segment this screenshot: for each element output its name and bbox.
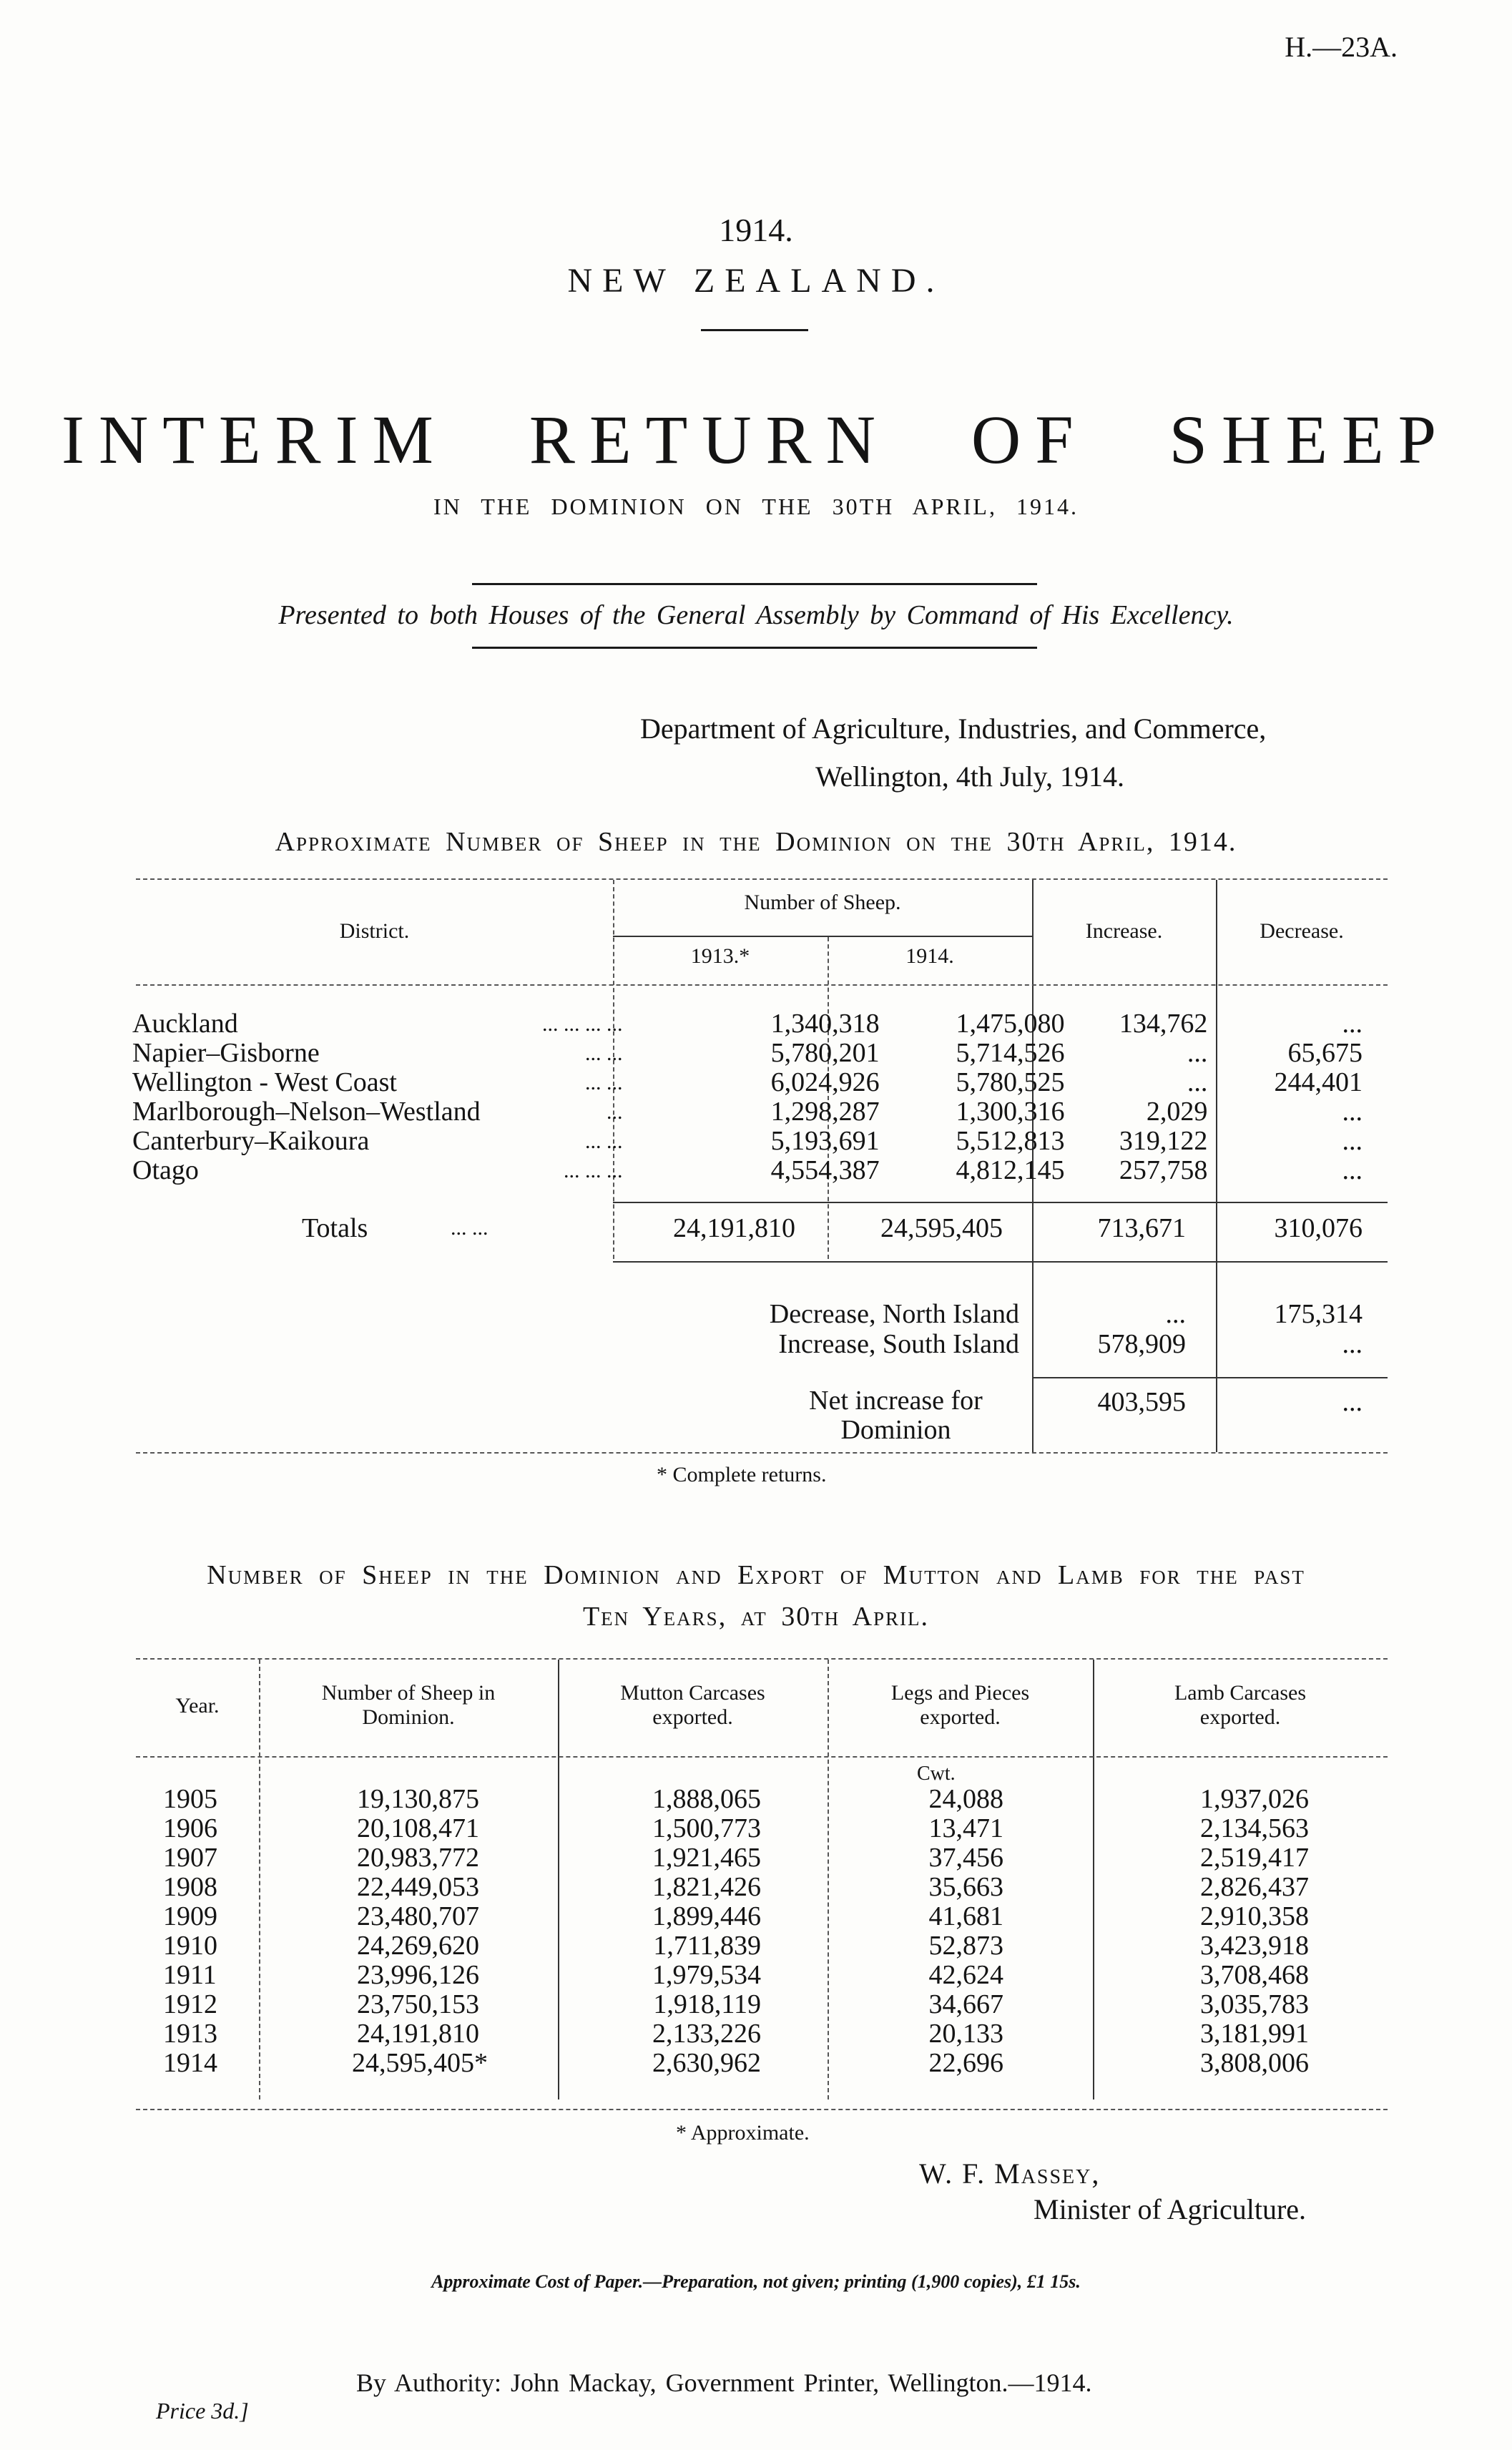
totals-increase: 713,671: [1097, 1213, 1186, 1243]
value-decrease: ...: [1342, 1126, 1363, 1156]
value-1913: 4,554,387: [770, 1155, 880, 1185]
totals-top-rule: [613, 1202, 1388, 1203]
leader-dots: ... ...: [584, 1071, 623, 1094]
year-cell: 1906: [163, 1813, 217, 1843]
table-row: [136, 1843, 1388, 1873]
lamb-cell: 1,937,026: [1200, 1784, 1309, 1814]
year-cell: 1908: [163, 1872, 217, 1902]
table-row: [136, 1931, 1388, 1961]
lamb-cell: 2,519,417: [1200, 1843, 1309, 1873]
year-cell: 1905: [163, 1784, 217, 1814]
table2-top-rule: [136, 1658, 1388, 1660]
north-island-increase: ...: [1165, 1299, 1186, 1329]
mutton-cell: 1,711,839: [653, 1931, 761, 1961]
sheep-cell: 22,449,053: [357, 1872, 479, 1902]
presented-bottom-rule: [472, 647, 1037, 649]
header-legs: [828, 1681, 1093, 1730]
header-lamb: [1093, 1681, 1388, 1730]
header-legs-line2: exported.: [920, 1705, 1001, 1729]
document-year: 1914.: [719, 212, 793, 248]
header-mutton-line2: exported.: [652, 1705, 733, 1729]
north-island-decrease: 175,314: [1274, 1299, 1363, 1329]
table2-body: [136, 1785, 1388, 2078]
value-increase: 319,122: [1119, 1126, 1208, 1156]
mutton-cell: 1,500,773: [652, 1813, 761, 1843]
totals-decrease: 310,076: [1274, 1213, 1363, 1243]
header-1913: 1913.*: [690, 944, 750, 968]
legs-cell: 41,681: [928, 1901, 1003, 1931]
header-decrease: Decrease.: [1260, 919, 1344, 943]
mutton-cell: 2,630,962: [652, 2048, 761, 2078]
district-name: Otago: [132, 1155, 199, 1185]
department-line: Department of Agriculture, Industries, and Commerce,: [640, 712, 1267, 745]
presented-top-rule: [472, 583, 1037, 585]
place-date-line: Wellington, 4th July, 1914.: [815, 760, 1124, 793]
country-heading: NEW ZEALAND.: [567, 262, 945, 300]
mutton-cell: 1,821,426: [652, 1872, 761, 1902]
totals-label: Totals: [302, 1213, 368, 1243]
totals-bottom-rule: [613, 1261, 1388, 1263]
table-row: [132, 1127, 1363, 1156]
value-1914: 5,714,526: [956, 1038, 1065, 1068]
table1-bottom-rule: [136, 1452, 1388, 1454]
mutton-cell: 1,918,119: [653, 1989, 761, 2019]
value-increase: ...: [1187, 1038, 1208, 1068]
presented-note: Presented to both Houses of the General Assembly by Command of His Excellency.: [278, 600, 1234, 630]
value-decrease: ...: [1342, 1155, 1363, 1185]
net-increase-value: 403,595: [1097, 1387, 1186, 1417]
table2-title-line2: Ten Years, at 30th April.: [582, 1602, 930, 1632]
mutton-cell: 1,888,065: [652, 1784, 761, 1814]
price-note: Price 3d.]: [156, 2398, 249, 2424]
table1-year-rule: [613, 936, 1032, 937]
district-name: Napier–Gisborne: [132, 1038, 320, 1068]
mutton-cell: 1,921,465: [652, 1843, 761, 1873]
value-1913: 1,340,318: [770, 1009, 880, 1039]
table-row: [132, 1039, 1363, 1068]
table-row: [136, 2049, 1388, 2078]
lamb-cell: 3,708,468: [1200, 1960, 1309, 1990]
value-increase: 134,762: [1119, 1009, 1208, 1039]
sheep-cell: 23,750,153: [357, 1989, 479, 2019]
header-lamb-line2: exported.: [1199, 1705, 1281, 1729]
lamb-cell: 2,826,437: [1200, 1872, 1309, 1902]
document-reference: H.—23A.: [1285, 31, 1398, 63]
value-1913: 5,193,691: [770, 1126, 880, 1156]
value-1914: 1,300,316: [956, 1097, 1065, 1127]
year-cell: 1913: [163, 2019, 217, 2049]
document-title: INTERIM RETURN OF SHEEP: [61, 401, 1451, 478]
table-row: [132, 1009, 1363, 1039]
net-label-line1: Net increase for: [809, 1386, 983, 1416]
value-1913: 6,024,926: [770, 1067, 880, 1097]
district-name: Wellington - West Coast: [132, 1067, 397, 1097]
header-sheep-line1: Number of Sheep in: [321, 1681, 496, 1705]
value-increase: ...: [1187, 1067, 1208, 1097]
table1-top-rule: [136, 878, 1388, 880]
net-decrease-value: ...: [1342, 1387, 1363, 1417]
header-number-of-sheep: Number of Sheep.: [744, 891, 901, 914]
lamb-cell: 3,423,918: [1200, 1931, 1309, 1961]
value-1914: 5,512,813: [956, 1126, 1065, 1156]
leader-dots: ... ... ... ...: [541, 1012, 623, 1036]
lamb-cell: 2,910,358: [1200, 1901, 1309, 1931]
header-1914: 1914.: [905, 944, 954, 968]
table2-title-line1: Number of Sheep in the Dominion and Export of Mutton and Lamb for the past: [207, 1560, 1305, 1590]
table-row: [136, 1990, 1388, 2019]
net-top-rule: [1032, 1377, 1388, 1378]
cwt-unit: Cwt.: [917, 1763, 956, 1785]
year-cell: 1911: [163, 1960, 217, 1990]
south-island-decrease: ...: [1342, 1329, 1363, 1359]
value-1914: 5,780,525: [956, 1067, 1065, 1097]
district-name: Auckland: [132, 1009, 238, 1039]
table-row: [132, 1097, 1363, 1127]
leader-dots: ...: [606, 1100, 623, 1124]
value-decrease: ...: [1342, 1009, 1363, 1039]
legs-cell: 20,133: [928, 2019, 1003, 2049]
table-row: [136, 1961, 1388, 1990]
sheep-cell: 23,480,707: [357, 1901, 479, 1931]
value-increase: 2,029: [1146, 1097, 1208, 1127]
table1-footnote: * Complete returns.: [657, 1463, 827, 1486]
totals-1913: 24,191,810: [673, 1213, 795, 1243]
value-1914: 4,812,145: [956, 1155, 1065, 1185]
table1-header-rule: [136, 984, 1388, 986]
header-mutton-line1: Mutton Carcases: [620, 1681, 765, 1705]
lamb-cell: 3,181,991: [1200, 2019, 1309, 2049]
table-row: [132, 1068, 1363, 1097]
mutton-cell: 1,899,446: [652, 1901, 761, 1931]
net-increase-label: [772, 1386, 1019, 1445]
header-district: District.: [339, 919, 410, 943]
north-island-label: Decrease, North Island: [769, 1299, 1019, 1329]
district-name: Canterbury–Kaikoura: [132, 1126, 370, 1156]
totals-dots: ... ...: [451, 1216, 489, 1240]
lamb-cell: 2,134,563: [1200, 1813, 1309, 1843]
table-row: [132, 1156, 1363, 1185]
table-row: [136, 1902, 1388, 1931]
mutton-cell: 1,979,534: [652, 1960, 761, 1990]
value-decrease: 244,401: [1274, 1067, 1363, 1097]
header-increase: Increase.: [1085, 919, 1163, 943]
legs-cell: 34,667: [928, 1989, 1003, 2019]
district-name: Marlborough–Nelson–Westland: [132, 1097, 481, 1127]
legs-cell: 42,624: [928, 1960, 1003, 1990]
leader-dots: ... ... ...: [563, 1159, 623, 1182]
leader-dots: ... ...: [584, 1130, 623, 1153]
table1-body: [132, 1009, 1363, 1185]
header-legs-line1: Legs and Pieces: [890, 1681, 1030, 1705]
document-subtitle: IN THE DOMINION ON THE 30TH APRIL, 1914.: [433, 494, 1079, 519]
header-mutton: [558, 1681, 828, 1730]
table-row: [136, 2019, 1388, 2049]
sheep-cell: 20,983,772: [357, 1843, 479, 1873]
net-label-line2: Dominion: [840, 1415, 951, 1445]
table2-header-rule: [136, 1756, 1388, 1758]
year-cell: 1907: [163, 1843, 217, 1873]
cost-note: Approximate Cost of Paper.—Preparation, not given; printing (1,900 copies), £1 15s.: [431, 2271, 1081, 2292]
year-cell: 1914: [163, 2048, 217, 2078]
table2-footnote: * Approximate.: [676, 2121, 810, 2145]
year-cell: 1912: [163, 1989, 217, 2019]
header-year: Year.: [175, 1694, 220, 1718]
table-row: [136, 1785, 1388, 1814]
signature-title: Minister of Agriculture.: [1034, 2193, 1307, 2225]
legs-cell: 24,088: [928, 1784, 1003, 1814]
totals-1914: 24,595,405: [880, 1213, 1003, 1243]
sheep-cell: 24,595,405*: [352, 2048, 488, 2078]
sheep-cell: 19,130,875: [357, 1784, 479, 1814]
legs-cell: 35,663: [928, 1872, 1003, 1902]
table-row: [136, 1814, 1388, 1843]
leader-dots: ... ...: [584, 1042, 623, 1065]
value-1913: 1,298,287: [770, 1097, 880, 1127]
value-decrease: ...: [1342, 1097, 1363, 1127]
mutton-cell: 2,133,226: [652, 2019, 761, 2049]
year-cell: 1909: [163, 1901, 217, 1931]
sheep-cell: 20,108,471: [357, 1813, 479, 1843]
lamb-cell: 3,035,783: [1200, 1989, 1309, 2019]
legs-cell: 52,873: [928, 1931, 1003, 1961]
value-1913: 5,780,201: [770, 1038, 880, 1068]
table1-title: Approximate Number of Sheep in the Dominion on the 30th April, 1914.: [275, 827, 1237, 857]
value-increase: 257,758: [1119, 1155, 1208, 1185]
sheep-cell: 23,996,126: [357, 1960, 479, 1990]
authority-line: By Authority: John Mackay, Government Printer, Wellington.—1914.: [356, 2368, 1092, 2397]
south-island-label: Increase, South Island: [778, 1329, 1019, 1359]
legs-cell: 37,456: [928, 1843, 1003, 1873]
value-1914: 1,475,080: [956, 1009, 1065, 1039]
heading-rule: [701, 329, 808, 331]
sheep-cell: 24,191,810: [357, 2019, 479, 2049]
header-sheep-line2: Dominion.: [362, 1705, 455, 1729]
legs-cell: 13,471: [928, 1813, 1003, 1843]
value-decrease: 65,675: [1287, 1038, 1363, 1068]
year-cell: 1910: [163, 1931, 217, 1961]
legs-cell: 22,696: [928, 2048, 1003, 2078]
table-row: [136, 1873, 1388, 1902]
header-lamb-line1: Lamb Carcases: [1174, 1681, 1307, 1705]
signature-name: W. F. Massey,: [919, 2157, 1101, 2190]
south-island-increase: 578,909: [1097, 1329, 1186, 1359]
sheep-cell: 24,269,620: [357, 1931, 479, 1961]
header-sheep: [259, 1681, 558, 1730]
table2-bottom-rule: [136, 2109, 1388, 2110]
lamb-cell: 3,808,006: [1200, 2048, 1309, 2078]
